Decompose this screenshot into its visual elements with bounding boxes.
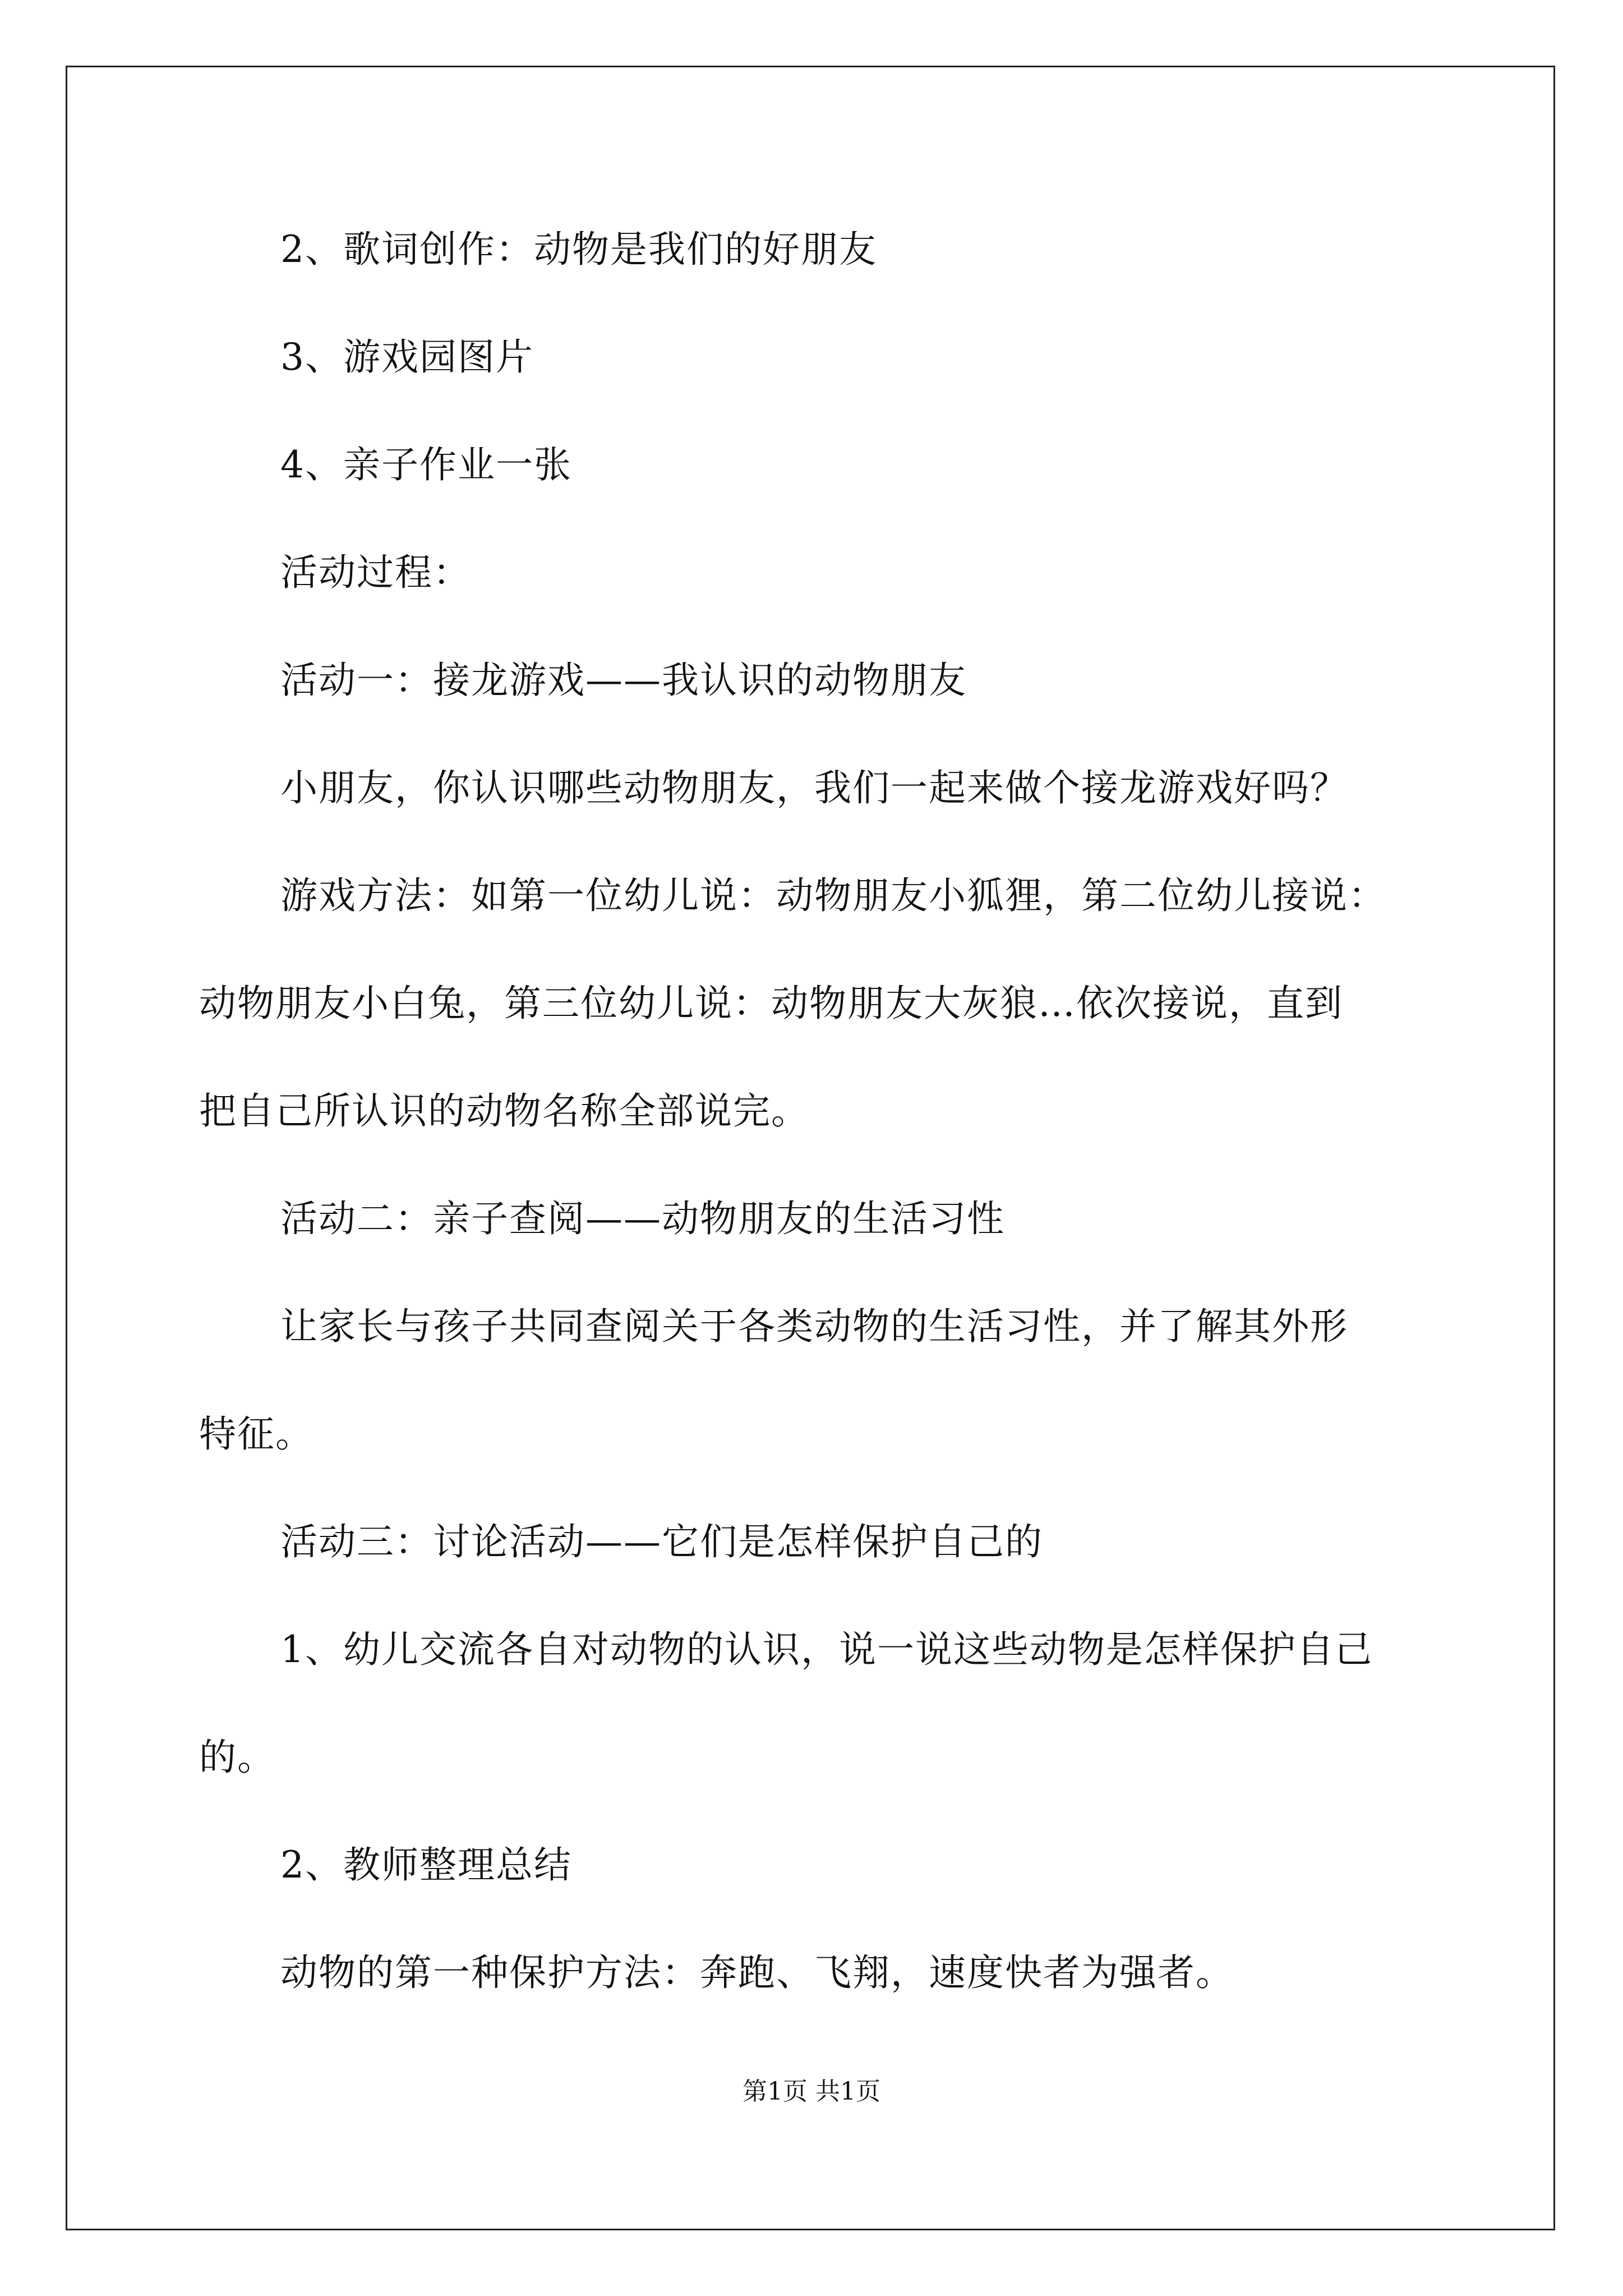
section-heading-process: 活动过程： [280,551,471,594]
activity-two-heading: 活动二：亲子查阅——动物朋友的生活习性 [280,1197,1005,1240]
material-item-3: 3、游戏园图片 [280,335,534,379]
activity-one-method-line-1: 游戏方法：如第一位幼儿说：动物朋友小狐狸，第二位幼儿接说： [280,874,1386,917]
activity-three-heading: 活动三：讨论活动——它们是怎样保护自己的 [280,1520,1043,1563]
activity-three-item-2: 2、教师整理总结 [280,1843,572,1887]
page-border [66,66,1555,2230]
activity-one-heading: 活动一：接龙游戏——我认识的动物朋友 [280,659,967,702]
protection-method-one: 动物的第一种保护方法：奔跑、飞翔，速度快者为强者。 [280,1951,1234,1994]
activity-two-body-line-2: 特征。 [199,1412,313,1456]
activity-one-method-line-3: 把自己所认识的动物名称全部说完。 [199,1089,809,1133]
activity-two-body-line-1: 让家长与孩子共同查阅关于各类动物的生活习性，并了解其外形 [280,1305,1348,1348]
activity-one-method-line-2: 动物朋友小白兔，第三位幼儿说：动物朋友大灰狼…依次接说，直到 [199,982,1343,1025]
activity-one-intro: 小朋友，你认识哪些动物朋友，我们一起来做个接龙游戏好吗？ [280,766,1348,809]
activity-three-item-1-line-1: 1、幼儿交流各自对动物的认识，说一说这些动物是怎样保护自己 [280,1628,1373,1671]
material-item-4: 4、亲子作业一张 [280,443,572,486]
material-item-2: 2、歌词创作：动物是我们的好朋友 [280,228,877,271]
activity-three-item-1-line-2: 的。 [199,1736,275,1779]
page-footer: 第1页 共1页 [743,2077,880,2106]
